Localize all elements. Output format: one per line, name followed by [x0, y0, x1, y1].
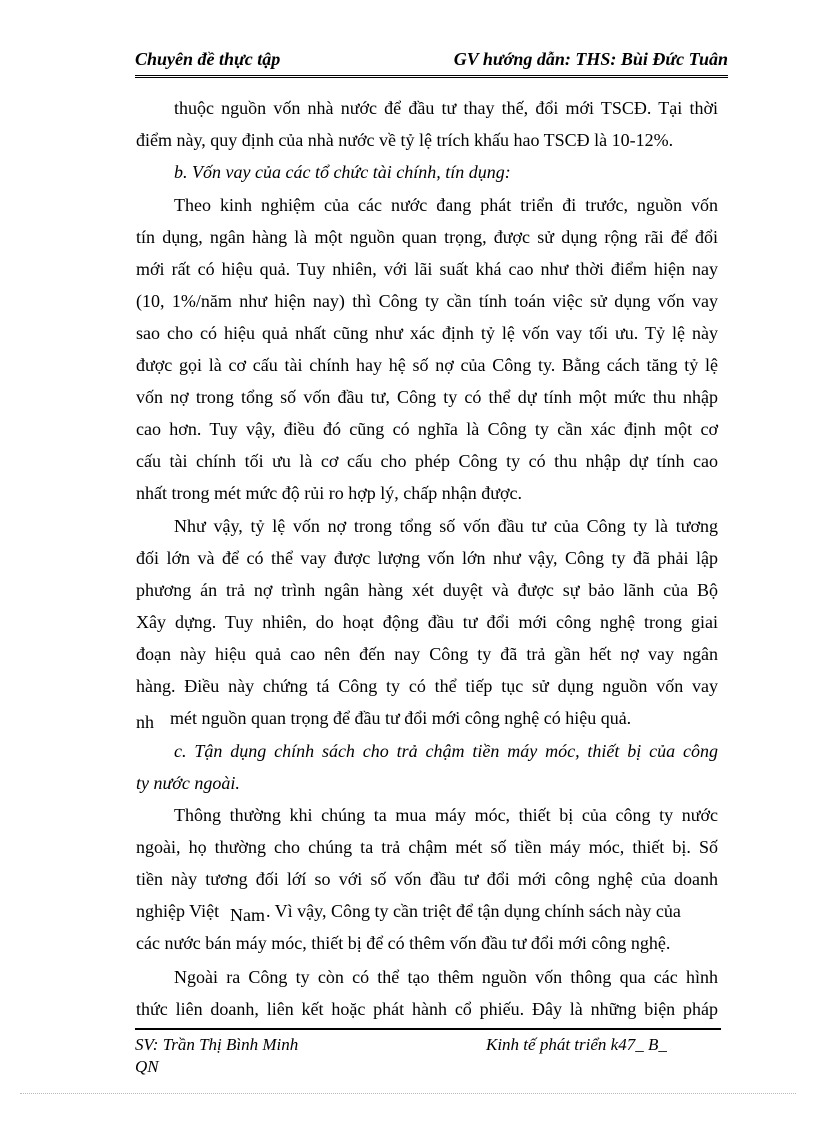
text-line: nghiệp Việt: [136, 901, 220, 921]
text-line: cấu tài chính tối ưu là cơ cấu cho phép Công ty có thu nhập dự tính cao: [136, 451, 718, 471]
text-line: đối lớn và để có thể vay được lượng vốn lớn như vậy, Công ty đã phải lập: [136, 548, 718, 568]
text-line: ngoài, họ thường cho chúng ta trả chậm mét số tiền máy móc, thiết bị. Số: [136, 837, 718, 857]
text-line: Xây dựng. Tuy nhiên, do hoạt động đầu tư đổi mới công nghệ trong giai: [136, 612, 718, 632]
footer-divider: [135, 1028, 721, 1030]
section-heading-c: c. Tận dụng chính sách cho trả chậm tiền máy móc, thiết bị của công: [174, 741, 718, 761]
page-bottom-border: [20, 1093, 796, 1094]
text-line: các nước bán máy móc, thiết bị để có thêm vốn đầu tư đổi mới công nghệ.: [136, 933, 671, 953]
section-heading-c-cont: ty nước ngoài.: [136, 773, 240, 793]
footer-class-cont: QN: [135, 1057, 159, 1076]
text-line: thức liên doanh, liên kết hoặc phát hành cổ phiếu. Đây là những biện pháp: [136, 999, 718, 1019]
text-line: Ngoài ra Công ty còn có thể tạo thêm nguồn vốn thông qua các hình: [174, 967, 718, 987]
text-line: hàng. Điều này chứng tá Công ty có thể tiếp tục sử dụng nguồn vốn vay: [136, 676, 718, 696]
text-line: vốn nợ trong tổng số vốn đầu tư, Công ty có thể dự tính một mức thu nhập: [136, 387, 718, 407]
text-line: tín dụng, ngân hàng là một nguồn quan trọng, được sử dụng rộng rãi để đổi: [136, 227, 718, 247]
text-line: phương án trả nợ trình ngân hàng xét duyệt và được sự bảo lãnh của Bộ: [136, 580, 718, 600]
footer-student: SV: Trần Thị Bình Minh: [135, 1035, 299, 1054]
text-line: Nam: [230, 905, 265, 925]
text-line: mét nguồn quan trọng để đầu tư đổi mới công nghệ có hiệu quả.: [170, 708, 632, 728]
text-line: tiền này tương đối lớí so với số vốn đầu tư đổi mới công nghệ của doanh: [136, 869, 718, 889]
text-line: nh: [136, 712, 154, 732]
text-line: được gọi là cơ cấu tài chính hay hệ số nợ của Công ty. Bằng cách tăng tỷ lệ: [136, 355, 718, 375]
text-line: mới rất có hiệu quả. Tuy nhiên, với lãi suất khá cao như thời điểm hiện nay: [136, 259, 718, 279]
text-line: đoạn này hiệu quả cao nên đến nay Công ty đã trả gần hết nợ vay ngân: [136, 644, 718, 664]
page-header: [135, 49, 728, 78]
section-heading-b: b. Vốn vay của các tổ chức tài chính, tín dụng:: [174, 162, 511, 182]
text-line: cao hơn. Tuy vậy, điều đó cũng có nghĩa là Công ty cần xác định một cơ: [136, 419, 718, 439]
footer-class: Kinh tế phát triển k47_ B_: [486, 1035, 667, 1054]
text-line: sao cho có hiệu quả nhất cũng như xác định tỷ lệ vốn vay tối ưu. Tỷ lệ này: [136, 323, 718, 343]
text-line: Theo kinh nghiệm của các nước đang phát triển đi trước, nguồn vốn: [174, 195, 718, 215]
text-line: thuộc nguồn vốn nhà nước để đầu tư thay thế, đổi mới TSCĐ. Tại thời: [174, 98, 718, 118]
header-supervisor: GV hướng dẫn: THS: Bùi Đức Tuân: [453, 49, 728, 69]
text-line: Như vậy, tỷ lệ vốn nợ trong tổng số vốn đầu tư của Công ty là tương: [174, 516, 718, 536]
text-line: Thông thường khi chúng ta mua máy móc, thiết bị của công ty nước: [174, 805, 718, 825]
text-line: (10, 1%/năm như hiện nay) thì Công ty cần tính toán việc sử dụng vốn vay: [136, 291, 718, 311]
text-line: nhất trong mét mức độ rủi ro hợp lý, chấp nhận được.: [136, 483, 522, 503]
header-title: Chuyên đề thực tập: [135, 49, 281, 69]
text-line: điểm này, quy định của nhà nước về tỷ lệ trích khấu hao TSCĐ là 10-12%.: [136, 130, 674, 150]
text-line: . Vì vậy, Công ty cần triệt để tận dụng chính sách này của: [266, 901, 681, 921]
